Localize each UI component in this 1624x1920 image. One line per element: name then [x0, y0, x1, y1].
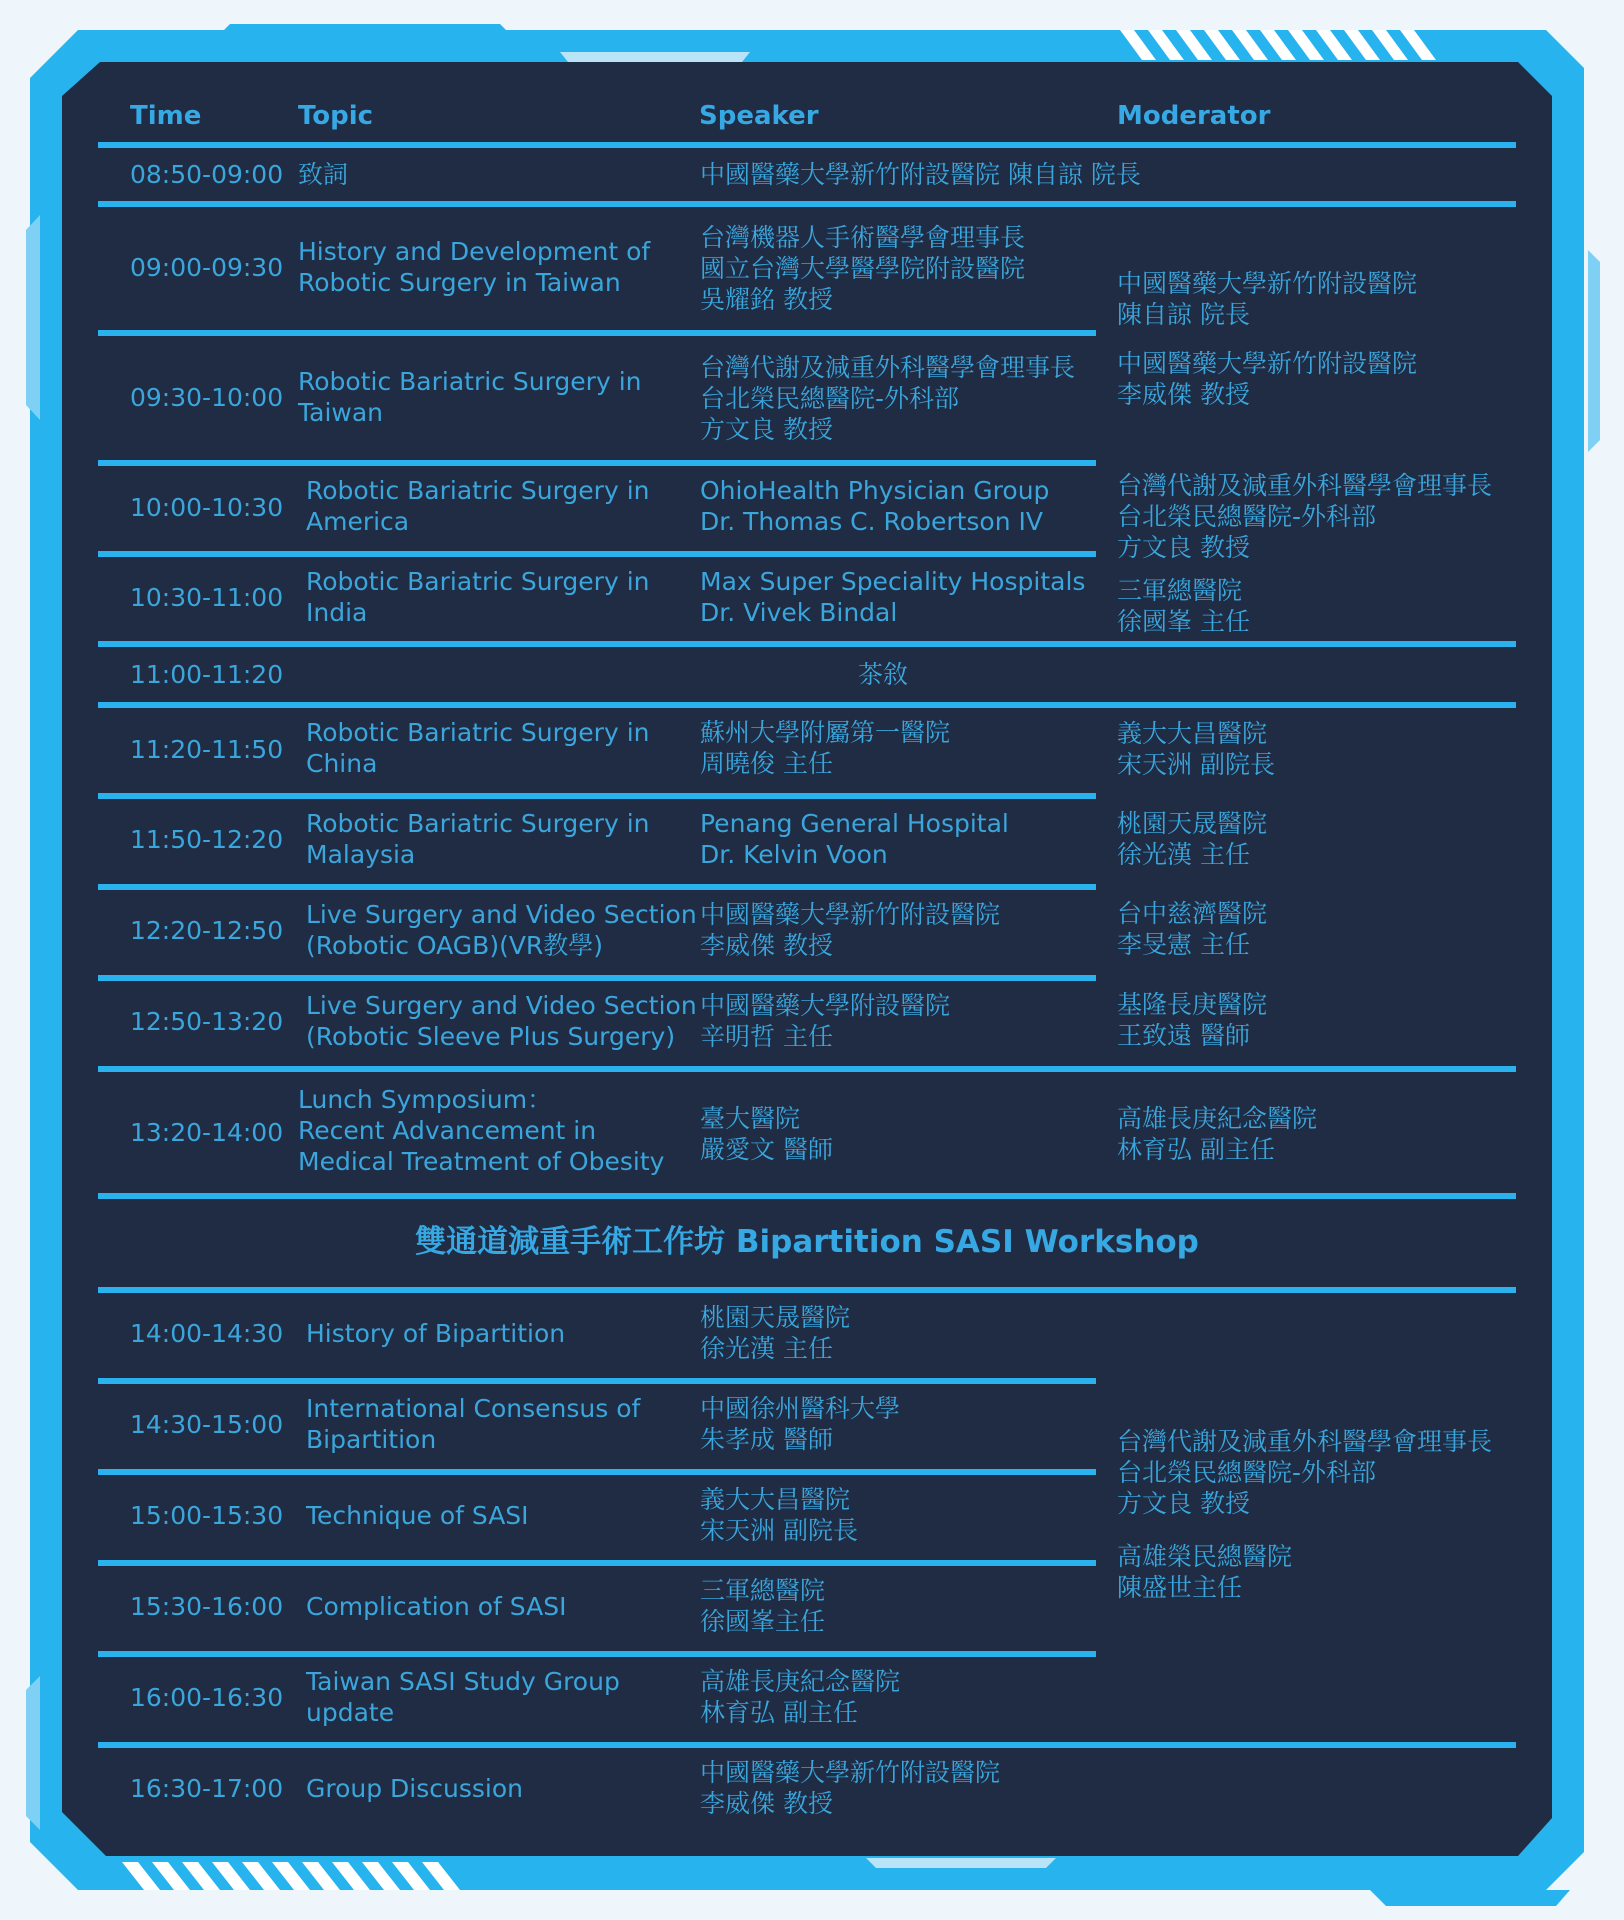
- moderator: 中國醫藥大學新竹附設醫院 李威傑 教授: [1117, 349, 1418, 409]
- row-topic: Live Surgery and Video Section (Robotic OAGB)(VR教學): [306, 900, 697, 960]
- row-speaker: 中國徐州醫科大學 朱孝成 醫師: [700, 1394, 901, 1454]
- frame-bottom-center-tab: [866, 1858, 1056, 1868]
- row-topic: Live Surgery and Video Section (Robotic Sleeve Plus Surgery): [306, 991, 697, 1051]
- row-speaker: 中國醫藥大學新竹附設醫院 李威傑 教授: [700, 1758, 1001, 1818]
- frame-left-accent: [26, 215, 40, 420]
- row-time: 15:30-16:00: [130, 1592, 284, 1621]
- frame-bottom-notch: [1370, 1890, 1570, 1906]
- row-time: 08:50-09:00: [130, 160, 284, 189]
- row-time: 10:30-11:00: [130, 583, 284, 612]
- frame-top-notch: [210, 24, 520, 44]
- divider: [98, 330, 1096, 336]
- row-topic: Robotic Bariatric Surgery in Malaysia: [306, 809, 650, 869]
- frame-top-center-tab: [560, 52, 750, 62]
- row-topic: Robotic Bariatric Surgery in India: [306, 567, 650, 627]
- row-time: 09:00-09:30: [130, 253, 284, 282]
- row-time: 11:50-12:20: [130, 825, 284, 854]
- row-speaker: 義大大昌醫院 宋天洲 副院長: [700, 1485, 858, 1545]
- row-topic: Robotic Bariatric Surgery in Taiwan: [298, 367, 642, 427]
- row-time: 12:20-12:50: [130, 916, 284, 945]
- divider: [98, 460, 1096, 466]
- row-time: 16:30-17:00: [130, 1774, 284, 1803]
- moderator: 高雄長庚紀念醫院 林育弘 副主任: [1117, 1104, 1318, 1164]
- divider: [98, 702, 1516, 708]
- row-speaker: Penang General Hospital Dr. Kelvin Voon: [700, 809, 1009, 869]
- row-topic: History of Bipartition: [306, 1319, 566, 1348]
- workshop-title: 雙通道減重手術工作坊 Bipartition SASI Workshop: [415, 1224, 1199, 1260]
- divider: [98, 1193, 1516, 1199]
- row-time: 10:00-10:30: [130, 493, 284, 522]
- row-speaker: 臺大醫院 嚴愛文 醫師: [700, 1104, 833, 1164]
- divider: [98, 1287, 1516, 1293]
- header-moderator: Moderator: [1117, 101, 1271, 131]
- divider: [98, 142, 1516, 148]
- divider: [98, 641, 1516, 647]
- moderator: 基隆長庚醫院 王致遠 醫師: [1117, 990, 1268, 1050]
- row-time: 12:50-13:20: [130, 1007, 284, 1036]
- row-time: 14:30-15:00: [130, 1410, 284, 1439]
- divider: [98, 1742, 1516, 1748]
- frame-right-accent: [1588, 250, 1600, 452]
- row-speaker: 三軍總醫院 徐國峯主任: [700, 1576, 826, 1636]
- header-topic: Topic: [298, 101, 374, 131]
- divider: [98, 975, 1096, 981]
- row-topic: 致詞: [298, 160, 349, 189]
- moderator: 桃園天晟醫院 徐光漢 主任: [1117, 809, 1268, 869]
- divider: [98, 1651, 1096, 1657]
- divider: [98, 793, 1096, 799]
- row-topic: Technique of SASI: [306, 1501, 529, 1530]
- header-time: Time: [130, 101, 202, 131]
- row-speaker: Max Super Speciality Hospitals Dr. Vivek Bindal: [700, 567, 1086, 627]
- row-topic: Robotic Bariatric Surgery in China: [306, 718, 650, 778]
- row-time: 09:30-10:00: [130, 383, 284, 412]
- row-topic: History and Development of Robotic Surgery in Taiwan: [298, 237, 651, 297]
- moderator: 台灣代謝及減重外科醫學會理事長 台北榮民總醫院-外科部 方文良 教授: [1117, 1427, 1493, 1518]
- moderator: 三軍總醫院 徐國峯 主任: [1117, 576, 1250, 636]
- row-speaker: 中國醫藥大學新竹附設醫院 陳自諒 院長: [700, 160, 1141, 189]
- row-time: 16:00-16:30: [130, 1683, 284, 1712]
- divider: [98, 1469, 1096, 1475]
- frame-left-bottom-accent: [26, 1676, 40, 1830]
- moderator: 台中慈濟醫院 李旻憲 主任: [1117, 899, 1268, 959]
- row-time: 14:00-14:30: [130, 1319, 284, 1348]
- row-topic: Lunch Symposium： Recent Advancement in Medical Treatment of Obesity: [298, 1085, 665, 1176]
- divider: [98, 551, 1096, 557]
- row-time: 15:00-15:30: [130, 1501, 284, 1530]
- row-time: 11:20-11:50: [130, 735, 284, 764]
- moderator: 義大大昌醫院 宋天洲 副院長: [1117, 719, 1275, 779]
- moderator: 高雄榮民總醫院 陳盛世主任: [1117, 1542, 1293, 1602]
- row-topic: International Consensus of Bipartition: [306, 1394, 641, 1454]
- row-time: 11:00-11:20: [130, 660, 284, 689]
- divider: [98, 201, 1516, 207]
- row-topic: Taiwan SASI Study Group update: [306, 1667, 620, 1727]
- moderator: 台灣代謝及減重外科醫學會理事長 台北榮民總醫院-外科部 方文良 教授: [1117, 471, 1493, 562]
- row-time: 13:20-14:00: [130, 1118, 284, 1147]
- row-speaker: OhioHealth Physician Group Dr. Thomas C. Robertson IV: [700, 476, 1050, 536]
- row-topic: Robotic Bariatric Surgery in America: [306, 476, 650, 536]
- row-speaker: 台灣代謝及減重外科醫學會理事長 台北榮民總醫院-外科部 方文良 教授: [700, 353, 1076, 444]
- divider: [98, 1560, 1096, 1566]
- row-speaker: 中國醫藥大學新竹附設醫院 李威傑 教授: [700, 900, 1001, 960]
- divider: [98, 1066, 1516, 1072]
- row-speaker: 中國醫藥大學附設醫院 辛明哲 主任: [700, 991, 951, 1051]
- row-topic: Complication of SASI: [306, 1592, 567, 1621]
- row-speaker: 高雄長庚紀念醫院 林育弘 副主任: [700, 1667, 901, 1727]
- tea-break: 茶敘: [857, 660, 908, 689]
- row-topic: Group Discussion: [306, 1774, 524, 1803]
- row-speaker: 蘇州大學附屬第一醫院 周曉俊 主任: [700, 718, 951, 778]
- moderator: 中國醫藥大學新竹附設醫院 陳自諒 院長: [1117, 269, 1418, 329]
- divider: [98, 1378, 1096, 1384]
- divider: [98, 884, 1096, 890]
- row-speaker: 台灣機器人手術醫學會理事長 國立台灣大學醫學院附設醫院 吳耀銘 教授: [700, 223, 1026, 314]
- header-speaker: Speaker: [699, 101, 819, 131]
- row-speaker: 桃園天晟醫院 徐光漢 主任: [700, 1303, 851, 1363]
